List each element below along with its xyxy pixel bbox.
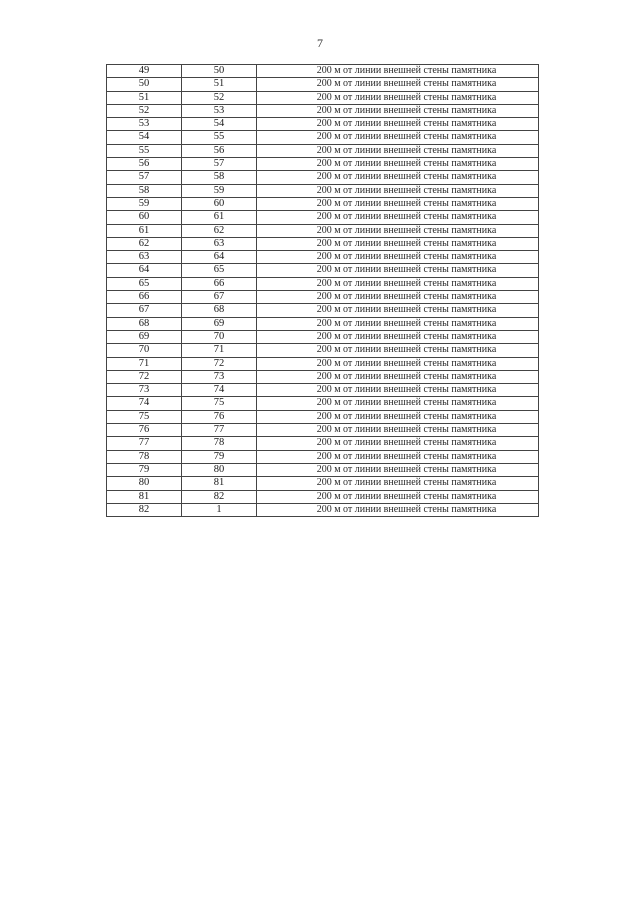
point-to-cell: 72 [182,357,257,370]
point-from-cell: 80 [107,477,182,490]
boundary-description-cell: 200 м от линии внешней стены памятника [257,197,539,210]
point-from-cell: 61 [107,224,182,237]
point-to-cell: 1 [182,503,257,516]
boundary-description-cell: 200 м от линии внешней стены памятника [257,450,539,463]
point-to-cell: 64 [182,251,257,264]
table-row [107,344,539,357]
boundary-description-cell: 200 м от линии внешней стены памятника [257,184,539,197]
point-to-cell: 70 [182,330,257,343]
point-to-cell: 78 [182,437,257,450]
point-from-cell: 79 [107,463,182,476]
boundary-description-cell: 200 м от линии внешней стены памятника [257,463,539,476]
point-to-cell: 53 [182,104,257,117]
point-to-cell: 66 [182,277,257,290]
table-row [107,264,539,277]
point-from-cell: 81 [107,490,182,503]
point-from-cell: 50 [107,78,182,91]
table-row [107,224,539,237]
boundary-description-cell: 200 м от линии внешней стены памятника [257,277,539,290]
point-to-cell: 79 [182,450,257,463]
point-from-cell: 76 [107,424,182,437]
table-row [107,118,539,131]
point-to-cell: 76 [182,410,257,423]
point-to-cell: 77 [182,424,257,437]
boundary-description-cell: 200 м от линии внешней стены памятника [257,131,539,144]
point-to-cell: 59 [182,184,257,197]
point-from-cell: 67 [107,304,182,317]
boundary-description-cell: 200 м от линии внешней стены памятника [257,357,539,370]
table-body [107,65,539,517]
table-row [107,171,539,184]
boundary-description-cell: 200 м от линии внешней стены памятника [257,424,539,437]
point-from-cell: 75 [107,410,182,423]
point-from-cell: 62 [107,237,182,250]
boundary-description-cell: 200 м от линии внешней стены памятника [257,211,539,224]
table-row [107,91,539,104]
point-to-cell: 73 [182,370,257,383]
boundary-description-cell: 200 м от линии внешней стены памятника [257,397,539,410]
table-row [107,277,539,290]
point-from-cell: 73 [107,384,182,397]
boundary-description-cell: 200 м от линии внешней стены памятника [257,437,539,450]
point-to-cell: 65 [182,264,257,277]
table-row [107,131,539,144]
point-to-cell: 67 [182,291,257,304]
point-to-cell: 61 [182,211,257,224]
point-from-cell: 65 [107,277,182,290]
table-row [107,437,539,450]
point-from-cell: 69 [107,330,182,343]
table-row [107,330,539,343]
point-from-cell: 82 [107,503,182,516]
boundary-description-cell: 200 м от линии внешней стены памятника [257,317,539,330]
point-to-cell: 55 [182,131,257,144]
point-to-cell: 71 [182,344,257,357]
boundary-description-cell: 200 м от линии внешней стены памятника [257,158,539,171]
table-row [107,291,539,304]
table-row [107,490,539,503]
table-row [107,384,539,397]
point-to-cell: 81 [182,477,257,490]
table-row [107,450,539,463]
point-to-cell: 57 [182,158,257,171]
boundary-description-cell: 200 м от линии внешней стены памятника [257,224,539,237]
point-to-cell: 60 [182,197,257,210]
boundary-description-cell: 200 м от линии внешней стены памятника [257,330,539,343]
point-from-cell: 52 [107,104,182,117]
point-to-cell: 50 [182,65,257,78]
boundary-description-cell: 200 м от линии внешней стены памятника [257,370,539,383]
table-row [107,197,539,210]
table-row [107,463,539,476]
point-from-cell: 64 [107,264,182,277]
boundary-description-cell: 200 м от линии внешней стены памятника [257,171,539,184]
point-to-cell: 51 [182,78,257,91]
table-row [107,503,539,516]
point-from-cell: 71 [107,357,182,370]
point-from-cell: 70 [107,344,182,357]
boundary-points-table [106,64,539,517]
point-from-cell: 66 [107,291,182,304]
boundary-description-cell: 200 м от линии внешней стены памятника [257,118,539,131]
table-row [107,184,539,197]
table-row [107,251,539,264]
point-to-cell: 68 [182,304,257,317]
point-to-cell: 62 [182,224,257,237]
table-row [107,477,539,490]
table-row [107,410,539,423]
table-row [107,370,539,383]
point-from-cell: 58 [107,184,182,197]
table-row [107,78,539,91]
point-from-cell: 68 [107,317,182,330]
point-to-cell: 74 [182,384,257,397]
boundary-description-cell: 200 м от линии внешней стены памятника [257,65,539,78]
table-row [107,104,539,117]
point-from-cell: 56 [107,158,182,171]
boundary-description-cell: 200 м от линии внешней стены памятника [257,144,539,157]
table-row [107,144,539,157]
table-row [107,158,539,171]
point-from-cell: 59 [107,197,182,210]
boundary-description-cell: 200 м от линии внешней стены памятника [257,503,539,516]
point-to-cell: 52 [182,91,257,104]
table-row [107,65,539,78]
point-from-cell: 51 [107,91,182,104]
point-to-cell: 69 [182,317,257,330]
point-from-cell: 55 [107,144,182,157]
point-from-cell: 53 [107,118,182,131]
point-to-cell: 58 [182,171,257,184]
boundary-description-cell: 200 м от линии внешней стены памятника [257,490,539,503]
boundary-description-cell: 200 м от линии внешней стены памятника [257,237,539,250]
boundary-description-cell: 200 м от линии внешней стены памятника [257,78,539,91]
table-row [107,211,539,224]
point-from-cell: 72 [107,370,182,383]
point-to-cell: 75 [182,397,257,410]
point-from-cell: 63 [107,251,182,264]
point-from-cell: 77 [107,437,182,450]
table-row [107,304,539,317]
table-row [107,317,539,330]
point-to-cell: 80 [182,463,257,476]
boundary-description-cell: 200 м от линии внешней стены памятника [257,304,539,317]
point-to-cell: 63 [182,237,257,250]
boundary-description-cell: 200 м от линии внешней стены памятника [257,291,539,304]
point-from-cell: 49 [107,65,182,78]
table-row [107,237,539,250]
boundary-description-cell: 200 м от линии внешней стены памятника [257,384,539,397]
boundary-description-cell: 200 м от линии внешней стены памятника [257,104,539,117]
table-row [107,424,539,437]
point-from-cell: 60 [107,211,182,224]
boundary-description-cell: 200 м от линии внешней стены памятника [257,264,539,277]
page-number: 7 [317,36,323,50]
boundary-description-cell: 200 м от линии внешней стены памятника [257,477,539,490]
point-from-cell: 78 [107,450,182,463]
point-from-cell: 74 [107,397,182,410]
table-row [107,357,539,370]
point-from-cell: 54 [107,131,182,144]
boundary-description-cell: 200 м от линии внешней стены памятника [257,344,539,357]
boundary-description-cell: 200 м от линии внешней стены памятника [257,251,539,264]
boundary-description-cell: 200 м от линии внешней стены памятника [257,410,539,423]
point-to-cell: 56 [182,144,257,157]
boundary-description-cell: 200 м от линии внешней стены памятника [257,91,539,104]
point-to-cell: 82 [182,490,257,503]
point-from-cell: 57 [107,171,182,184]
table-row [107,397,539,410]
point-to-cell: 54 [182,118,257,131]
